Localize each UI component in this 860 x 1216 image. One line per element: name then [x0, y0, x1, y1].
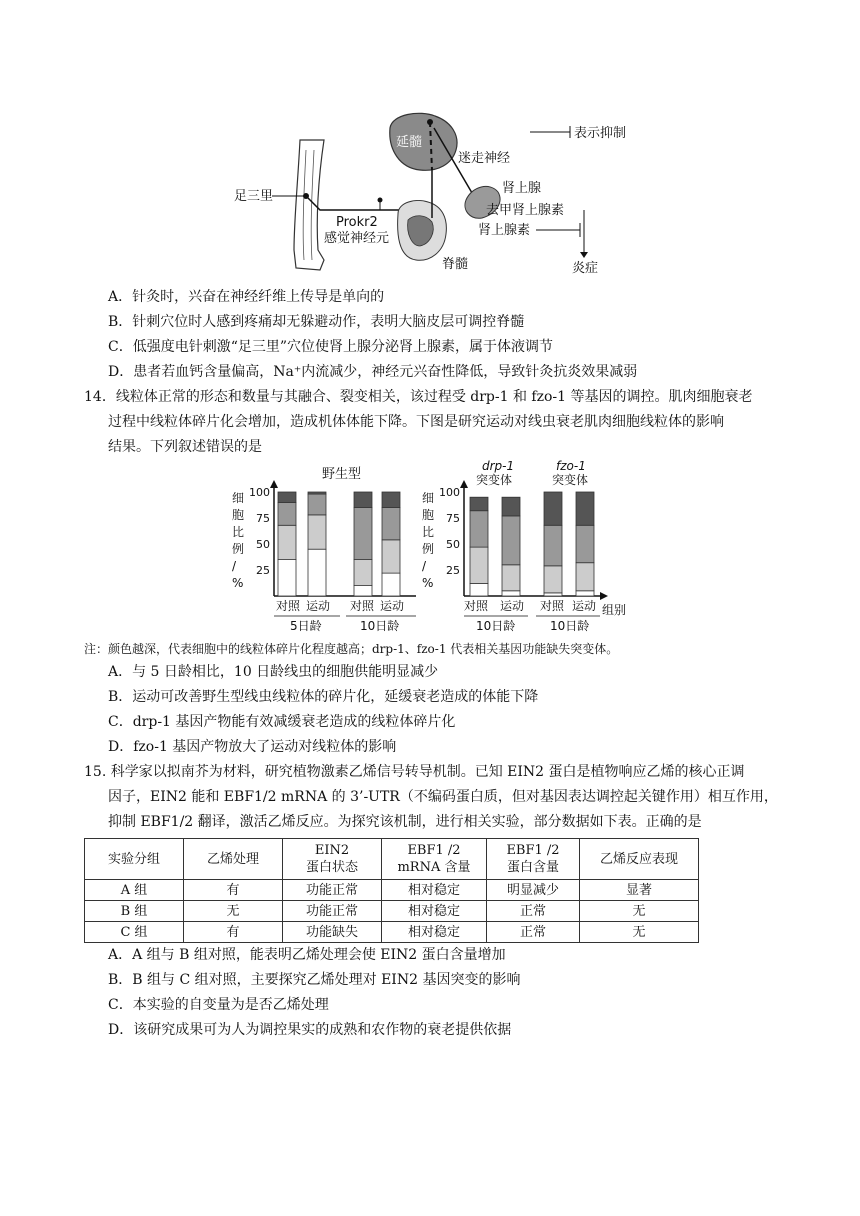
- label-ganjue: 感觉神经元: [324, 231, 390, 246]
- label-zusanli: 足三里: [234, 189, 274, 204]
- chart-title-wild: 野生型: [322, 467, 362, 482]
- header-cell: EBF1 /2 mRNA 含量: [382, 839, 487, 880]
- bar-segment: [576, 563, 594, 591]
- y-label-char: 比: [422, 525, 435, 539]
- header-cell: EIN2 蛋白状态: [283, 839, 382, 880]
- chart-title-fzo1-b: 突变体: [552, 473, 589, 487]
- cell: 功能正常: [283, 880, 382, 901]
- age-label: 10日龄: [476, 619, 516, 633]
- cell: 明显减少: [487, 880, 580, 901]
- q15-stem-line2: 因子，EIN2 能和 EBF1/2 mRNA 的 3’-UTR（不编码蛋白质，但对基因表达调控起关键作用）相互作用，: [108, 789, 778, 805]
- bar-segment: [576, 525, 594, 562]
- cell: 功能缺失: [283, 922, 382, 943]
- bar-segment: [470, 584, 488, 596]
- y-label-char: 例: [232, 542, 245, 556]
- chart1-ylabel: [232, 491, 244, 590]
- bar-segment: [470, 497, 488, 511]
- cat-label: 运动: [306, 599, 331, 613]
- y-tick-label: 50: [256, 538, 270, 551]
- bar-segment: [354, 492, 372, 508]
- cell: C 组: [85, 922, 184, 943]
- q15-option-b: B．B 组与 C 组对照，主要探究乙烯处理对 EIN2 基因突变的影响: [108, 972, 521, 988]
- leg-shape: [294, 140, 324, 270]
- cell: 正常: [487, 922, 580, 943]
- table-row: [85, 901, 699, 922]
- bar-segment: [278, 492, 296, 502]
- label-mizou: 迷走神经: [458, 151, 511, 166]
- cell: 相对稳定: [382, 901, 487, 922]
- cat-label: 对照: [540, 599, 565, 613]
- chart-title-drp1: drp-1: [482, 459, 515, 473]
- age-label: 10日龄: [360, 619, 400, 633]
- header-cell: 乙烯反应表现: [580, 839, 699, 880]
- q13-option-b: B．针刺穴位时人感到疼痛却无躲避动作，表明大脑皮层可调控脊髓: [108, 314, 525, 330]
- y-label-char: 例: [422, 542, 435, 556]
- q15-stem-line1: 15. 科学家以拟南芥为材料，研究植物激素乙烯信号转导机制。已知 EIN2 蛋白是植物响应乙烯的核心正调: [84, 764, 745, 780]
- q15-option-d: D．该研究成果可为人为调控果实的成熟和农作物的衰老提供依据: [108, 1022, 512, 1038]
- cell: 无: [580, 901, 699, 922]
- y-tick-label: 25: [446, 564, 460, 577]
- bar-segment: [278, 560, 296, 596]
- experiment-table: [84, 838, 699, 943]
- q13-option-d: D．患者若血钙含量偏高，Na⁺内流减少，神经元兴奋性降低，导致针灸抗炎效果减弱: [108, 364, 638, 380]
- q14-option-a: A．与 5 日龄相比，10 日龄线虫的细胞供能明显减少: [108, 664, 439, 680]
- label-quganshen: 去甲肾上腺素: [486, 203, 565, 218]
- q14-option-d: D．fzo-1 基因产物放大了运动对线粒体的影响: [108, 739, 397, 755]
- mitochondria-chart: [220, 458, 640, 636]
- header-cell: EBF1 /2 蛋白含量: [487, 839, 580, 880]
- bar-segment: [544, 593, 562, 596]
- q14-option-b: B．运动可改善野生型线虫线粒体的碎片化，延缓衰老造成的体能下降: [108, 689, 539, 705]
- table-row: [85, 922, 699, 943]
- bar-segment: [502, 516, 520, 565]
- bar-segment: [576, 492, 594, 525]
- age-label: 5日龄: [290, 619, 322, 633]
- y-label-char: 细: [422, 491, 435, 505]
- cell: 显著: [580, 880, 699, 901]
- y-label-char: 胞: [232, 508, 245, 522]
- table-row: [85, 880, 699, 901]
- q13-option-a: A．针灸时，兴奋在神经纤维上传导是单向的: [108, 289, 385, 305]
- cell: 有: [184, 880, 283, 901]
- bar-segment: [278, 502, 296, 525]
- cell: 相对稳定: [382, 880, 487, 901]
- q14-stem-line1: 14．线粒体正常的形态和数量与其融合、裂变相关，该过程受 drp-1 和 fzo-1 等基因的调控。肌肉细胞衰老: [84, 389, 753, 405]
- label-shenshangxiansu: 肾上腺素: [478, 223, 531, 238]
- y-tick-label: 100: [439, 486, 460, 499]
- y-label-char: 比: [232, 525, 245, 539]
- y-label-char: 细: [232, 491, 245, 505]
- y-tick-label: 50: [446, 538, 460, 551]
- y-tick-label: 75: [446, 512, 460, 525]
- bar-segment: [576, 591, 594, 596]
- cell: 功能正常: [283, 901, 382, 922]
- q14-stem-line2: 过程中线粒体碎片化会增加，造成机体体能下降。下图是研究运动对线虫衰老肌肉细胞线粒体的影响: [108, 414, 724, 430]
- age-label: 10日龄: [550, 619, 590, 633]
- y-label-char: %: [422, 576, 434, 590]
- bar-segment: [502, 497, 520, 516]
- y-label-char: %: [232, 576, 244, 590]
- bar-segment: [382, 492, 400, 508]
- cat-label: 对照: [276, 599, 301, 613]
- bar-segment: [308, 492, 326, 494]
- bar-segment: [308, 515, 326, 549]
- chart-title-drp1-b: 突变体: [476, 473, 513, 487]
- cell: B 组: [85, 901, 184, 922]
- q14-note: 注：颜色越深，代表细胞中的线粒体碎片化程度越高；drp-1、fzo-1 代表相关基因功能缺失突变体。: [84, 642, 619, 656]
- cat-label: 运动: [572, 599, 597, 613]
- bar-segment: [354, 560, 372, 586]
- cat-label: 运动: [380, 599, 405, 613]
- label-jisui: 脊髓: [442, 257, 469, 272]
- bar-segment: [308, 494, 326, 515]
- label-shenshangxian: 肾上腺: [502, 181, 542, 196]
- header-cell: 实验分组: [85, 839, 184, 880]
- bar-segment: [278, 525, 296, 559]
- q15-option-c: C．本实验的自变量为是否乙烯处理: [108, 997, 329, 1013]
- label-prokr2: Prokr2: [336, 215, 378, 230]
- y-label-char: /: [232, 559, 237, 573]
- chart-title-fzo1: fzo-1: [556, 459, 586, 473]
- cell: 无: [184, 901, 283, 922]
- y-tick-label: 75: [256, 512, 270, 525]
- cat-label: 对照: [464, 599, 489, 613]
- bar-segment: [544, 525, 562, 566]
- label-yansui: 延髓: [396, 135, 423, 150]
- q14-stem-line3: 结果。下列叙述错误的是: [108, 439, 262, 455]
- bar-segment: [354, 586, 372, 596]
- cat-label: 运动: [500, 599, 525, 613]
- bar-segment: [544, 492, 562, 525]
- chart2-ylabel: [422, 491, 434, 590]
- header-cell: 乙烯处理: [184, 839, 283, 880]
- bar-segment: [382, 508, 400, 540]
- y-tick-label: 25: [256, 564, 270, 577]
- cell: A 组: [85, 880, 184, 901]
- bar-segment: [502, 565, 520, 591]
- y-label-char: /: [422, 559, 427, 573]
- cell: 无: [580, 922, 699, 943]
- legend-inhibit: 表示抑制: [574, 126, 627, 141]
- cell: 正常: [487, 901, 580, 922]
- xlabel-group: 组别: [602, 603, 627, 617]
- table-header-row: [85, 839, 699, 880]
- label-yanzheng: 炎症: [572, 261, 599, 276]
- bar-segment: [382, 573, 400, 596]
- cat-label: 对照: [350, 599, 375, 613]
- q15-stem-line3: 抑制 EBF1/2 翻译，激活乙烯反应。为探究该机制，进行相关实验，部分数据如下表。正确的是: [108, 814, 702, 830]
- bar-segment: [544, 566, 562, 593]
- bar-segment: [308, 549, 326, 596]
- nerve-diagram: [220, 110, 670, 280]
- bar-segment: [354, 508, 372, 560]
- bar-segment: [502, 591, 520, 596]
- q13-option-c: C．低强度电针刺激“足三里”穴位使肾上腺分泌肾上腺素，属于体液调节: [108, 339, 554, 355]
- y-label-char: 胞: [422, 508, 435, 522]
- y-tick-label: 100: [249, 486, 270, 499]
- bar-segment: [382, 540, 400, 573]
- q14-option-c: C．drp-1 基因产物能有效减缓衰老造成的线粒体碎片化: [108, 714, 456, 730]
- bar-segment: [470, 547, 488, 583]
- q15-option-a: A．A 组与 B 组对照，能表明乙烯处理会使 EIN2 蛋白含量增加: [108, 947, 506, 963]
- bar-segment: [470, 511, 488, 547]
- cell: 有: [184, 922, 283, 943]
- cell: 相对稳定: [382, 922, 487, 943]
